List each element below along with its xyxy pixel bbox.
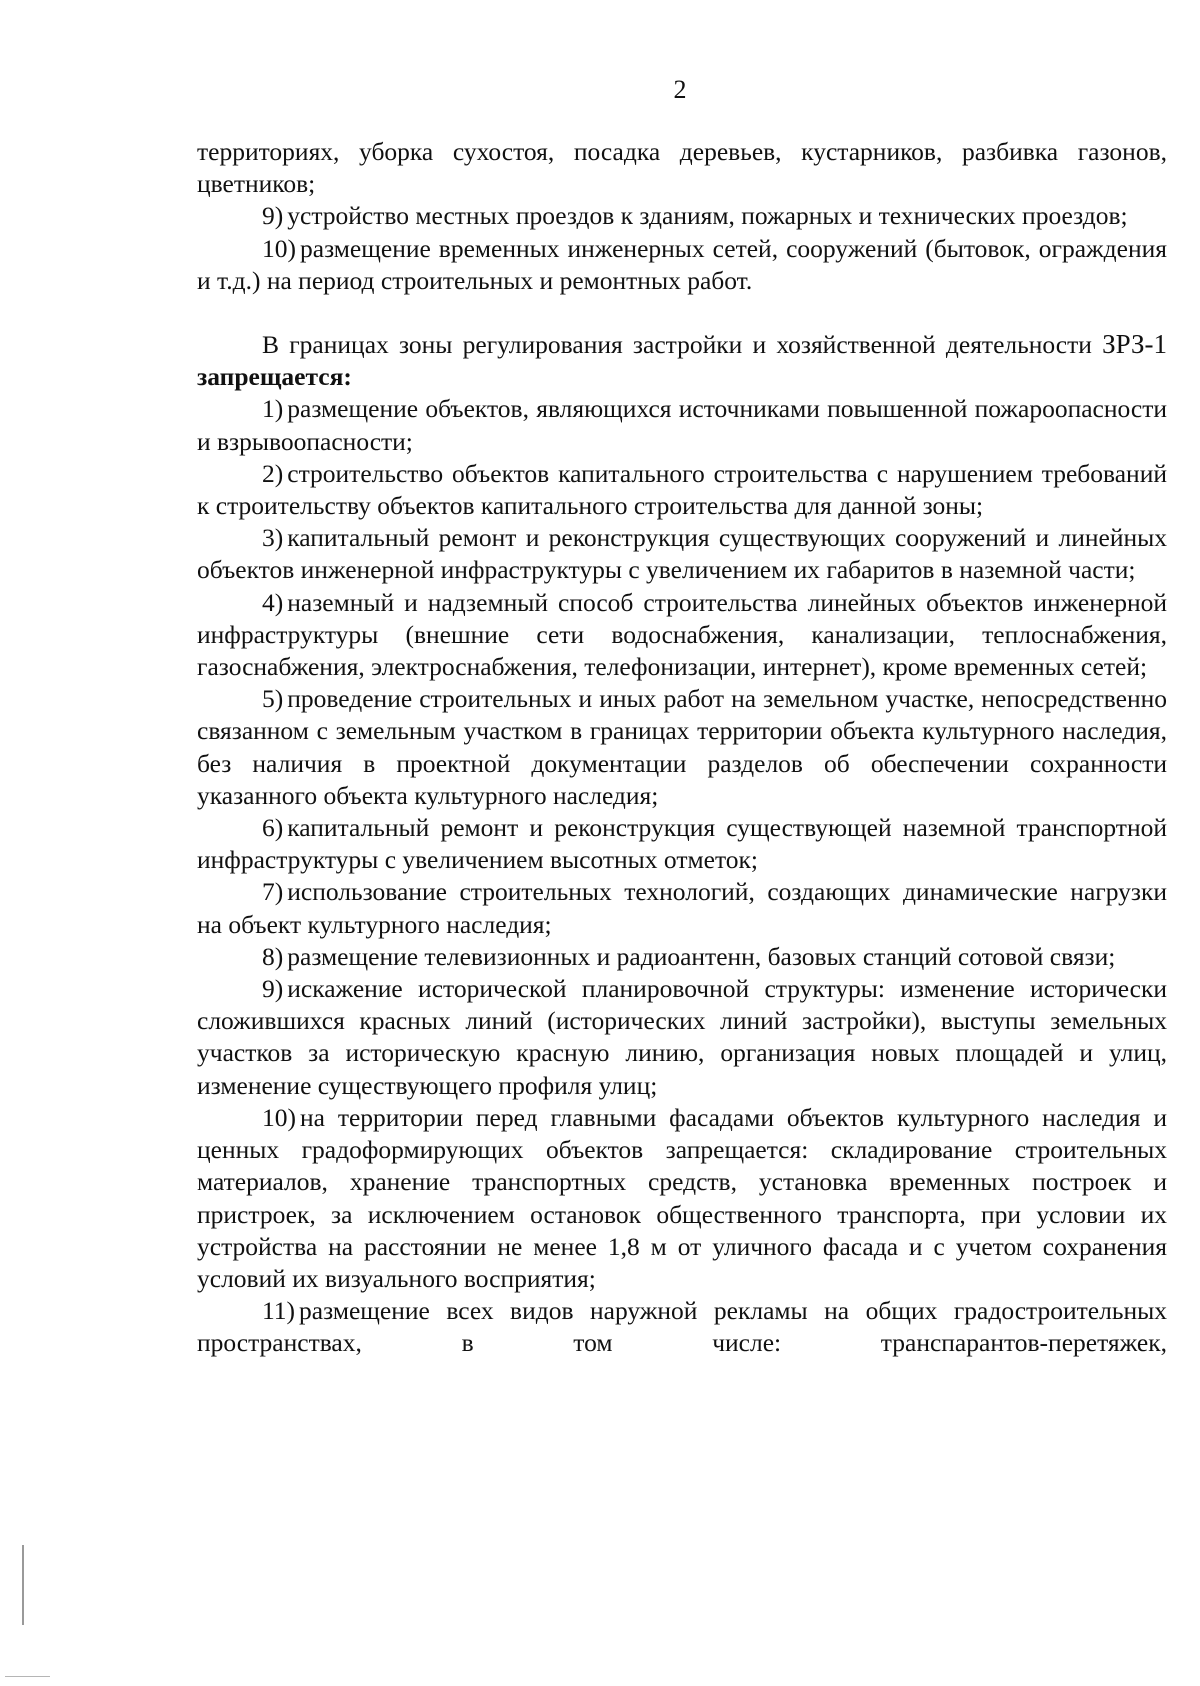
document-body <box>197 136 1167 1360</box>
item-text: проведение строительных и иных работ на земельном участке, непосредственно связанном с земельным участком в границах территории объекта культурного наследия, без наличия в проектной документации разделов об обеспечении сохранности указанного объекта культурного наследия; <box>197 684 1167 810</box>
item-text: наземный и надземный способ строительства линейных объектов инженерной инфраструктуры (внешние сети водоснабжения, канализации, теплоснабжения, газоснабжения, электроснабжения, телефонизации, интернет), кроме временных сетей; <box>197 587 1167 682</box>
paragraph-gap <box>197 297 1167 328</box>
prohibited-item-7 <box>197 876 1167 940</box>
page-number: 2 <box>673 75 687 104</box>
item-text: размещение объектов, являющихся источниками повышенной пожароопасности и взрывоопасности; <box>197 394 1167 456</box>
prohibited-item-10 <box>197 1102 1167 1295</box>
item-text: размещение временных инженерных сетей, сооружений (бытовок, ограждения и т.д.) на период строительных и ремонтных работ. <box>197 233 1167 295</box>
item-number: 5) <box>262 684 284 714</box>
allowed-item-10 <box>197 233 1167 297</box>
item-number: 9) <box>262 201 284 231</box>
item-text: искажение исторической планировочной структуры: изменение исторически сложившихся красных линий (исторических линий застройки), выступы земельных участков за историческую красную линию, организация новых площадей и улиц, изменение существующего профиля улиц; <box>197 974 1167 1100</box>
item-text: капитальный ремонт и реконструкция существующих сооружений и линейных объектов инженерной инфраструктуры с увеличением их габаритов в наземной части; <box>197 523 1167 585</box>
prohibited-item-3 <box>197 522 1167 586</box>
section-intro-text: В границах зоны регулирования застройки и хозяйственной деятельности <box>262 330 1092 360</box>
item-number: 3) <box>262 523 284 553</box>
item-number: 1) <box>262 394 284 424</box>
prohibited-item-4 <box>197 587 1167 684</box>
prohibited-item-6 <box>197 812 1167 876</box>
item-text: на территории перед главными фасадами объектов культурного наследия и ценных градоформирующих объектов запрещается: складирование строительных материалов, хранение транспортных средств, установка временных построек и пристроек, за исключением остановок общественного транспорта, при условии их устройства на расстоянии не менее 1,8 м от уличного фасада и с учетом сохранения условий их визуального восприятия; <box>197 1102 1167 1293</box>
scan-corner-mark <box>5 1676 50 1677</box>
prohibited-label: запрещается: <box>197 362 352 392</box>
item-text: устройство местных проездов к зданиям, пожарных и технических проездов; <box>287 201 1128 231</box>
section-intro <box>197 328 1167 393</box>
item-number: 10) <box>262 1102 296 1132</box>
scan-margin-line <box>22 1545 24 1625</box>
item-number: 8) <box>262 941 284 971</box>
item-text: капитальный ремонт и реконструкция существующей наземной транспортной инфраструктуры с увеличением высотных отметок; <box>197 813 1167 875</box>
item-number: 4) <box>262 587 284 617</box>
prohibited-item-11 <box>197 1295 1167 1359</box>
prohibited-item-8 <box>197 941 1167 973</box>
continuation-paragraph: территориях, уборка сухостоя, посадка деревьев, кустарников, разбивка газонов, цветников; <box>197 137 1167 199</box>
prohibited-item-2 <box>197 458 1167 522</box>
prohibited-item-5 <box>197 683 1167 812</box>
item-number: 10) <box>262 233 296 263</box>
prohibited-item-1 <box>197 393 1167 457</box>
allowed-item-9 <box>197 200 1167 232</box>
item-number: 2) <box>262 458 284 488</box>
prohibited-item-9 <box>197 973 1167 1102</box>
item-number: 11) <box>262 1296 296 1326</box>
item-number: 7) <box>262 877 284 907</box>
item-text: строительство объектов капитального строительства с нарушением требований к строительству объектов капитального строительства для данной зоны; <box>197 458 1167 521</box>
item-text: использование строительных технологий, создающих динамические нагрузки на объект культурного наследия; <box>197 877 1167 939</box>
item-text: размещение всех видов наружной рекламы на общих градостроительных пространствах, в том числе: транспарантов-перетяжек, <box>197 1296 1167 1358</box>
item-number: 9) <box>262 974 284 1004</box>
item-number: 6) <box>262 813 284 843</box>
item-text: размещение телевизионных и радиоантенн, базовых станций сотовой связи; <box>287 941 1116 971</box>
zone-code: ЗРЗ-1 <box>1102 329 1167 360</box>
